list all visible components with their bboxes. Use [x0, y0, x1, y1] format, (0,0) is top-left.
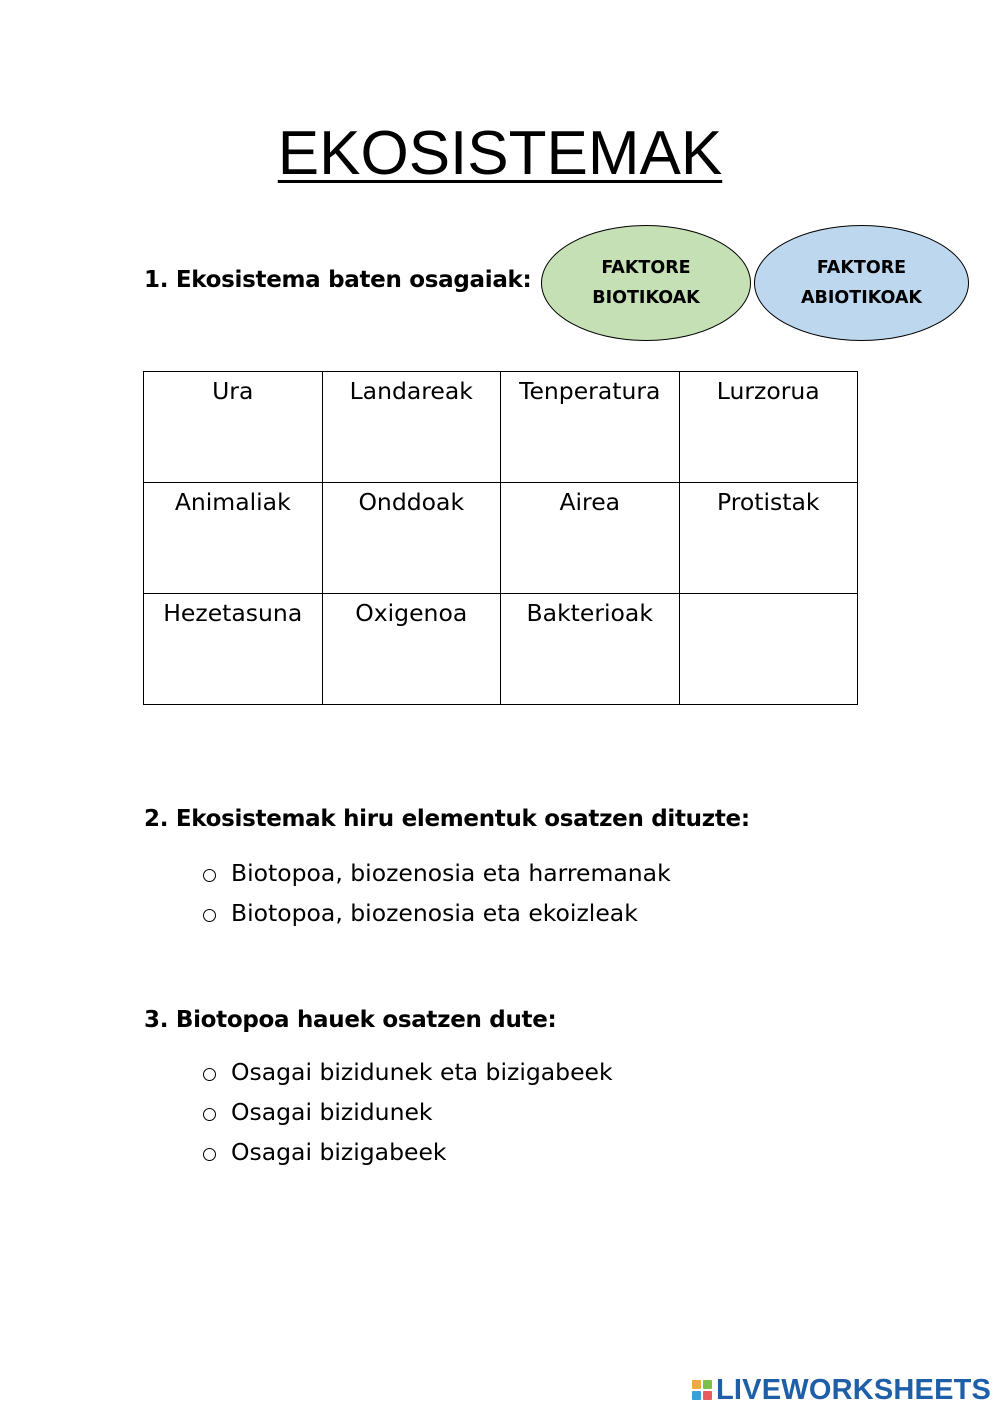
logo-text: LIVEWORKSHEETS: [716, 1374, 992, 1406]
radio-circle-icon[interactable]: [203, 1148, 216, 1161]
radio-circle-icon[interactable]: [203, 1068, 216, 1081]
question-1-heading: 1. Ekosistema baten osagaiak:: [144, 267, 532, 293]
drag-item[interactable]: Onddoak: [322, 483, 501, 594]
drag-item[interactable]: Protistak: [679, 483, 858, 594]
option-item[interactable]: [203, 1092, 613, 1132]
option-label: Osagai bizidunek eta bizigabeek: [231, 1058, 613, 1086]
table-row: [144, 372, 858, 483]
logo-block: [703, 1391, 712, 1400]
category-abiotic-line1: FAKTORE: [816, 258, 907, 278]
logo-blocks-icon: [692, 1380, 712, 1400]
logo-block: [692, 1380, 701, 1389]
logo-block: [692, 1391, 701, 1400]
table-row: [144, 483, 858, 594]
radio-circle-icon[interactable]: [203, 909, 216, 922]
components-table: [143, 371, 858, 705]
drag-item[interactable]: Lurzorua: [679, 372, 858, 483]
category-abiotic-line2: ABIOTIKOAK: [800, 288, 922, 308]
worksheet-title: EKOSISTEMAK: [277, 119, 723, 188]
drag-item[interactable]: Oxigenoa: [322, 594, 501, 705]
question-2-heading: 2. Ekosistemak hiru elementuk osatzen dituzte:: [144, 806, 750, 832]
drag-item[interactable]: Ura: [144, 372, 323, 483]
option-item[interactable]: [203, 1132, 613, 1172]
drag-item[interactable]: Landareak: [322, 372, 501, 483]
drag-item[interactable]: Hezetasuna: [144, 594, 323, 705]
question-3-options: [203, 1052, 613, 1172]
category-abiotic-dropzone[interactable]: [754, 225, 969, 341]
drag-item[interactable]: Bakterioak: [501, 594, 680, 705]
liveworksheets-logo: [692, 1375, 991, 1405]
option-label: Biotopoa, biozenosia eta harremanak: [231, 859, 671, 887]
category-biotic-line2: BIOTIKOAK: [592, 288, 700, 308]
option-label: Biotopoa, biozenosia eta ekoizleak: [231, 899, 638, 927]
option-label: Osagai bizidunek: [231, 1098, 433, 1126]
category-biotic-line1: FAKTORE: [601, 258, 691, 278]
option-item[interactable]: [203, 893, 671, 933]
logo-block: [703, 1380, 712, 1389]
radio-circle-icon[interactable]: [203, 1108, 216, 1121]
category-biotic-dropzone[interactable]: [541, 225, 751, 341]
table-row: [144, 594, 858, 705]
question-3-heading: 3. Biotopoa hauek osatzen dute:: [144, 1007, 557, 1033]
drag-item[interactable]: Animaliak: [144, 483, 323, 594]
empty-cell: [679, 594, 858, 705]
option-item[interactable]: [203, 1052, 613, 1092]
option-item[interactable]: [203, 853, 671, 893]
radio-circle-icon[interactable]: [203, 869, 216, 882]
question-2-options: [203, 853, 671, 933]
option-label: Osagai bizigabeek: [231, 1138, 447, 1166]
drag-item[interactable]: Airea: [501, 483, 680, 594]
drag-item[interactable]: Tenperatura: [501, 372, 680, 483]
